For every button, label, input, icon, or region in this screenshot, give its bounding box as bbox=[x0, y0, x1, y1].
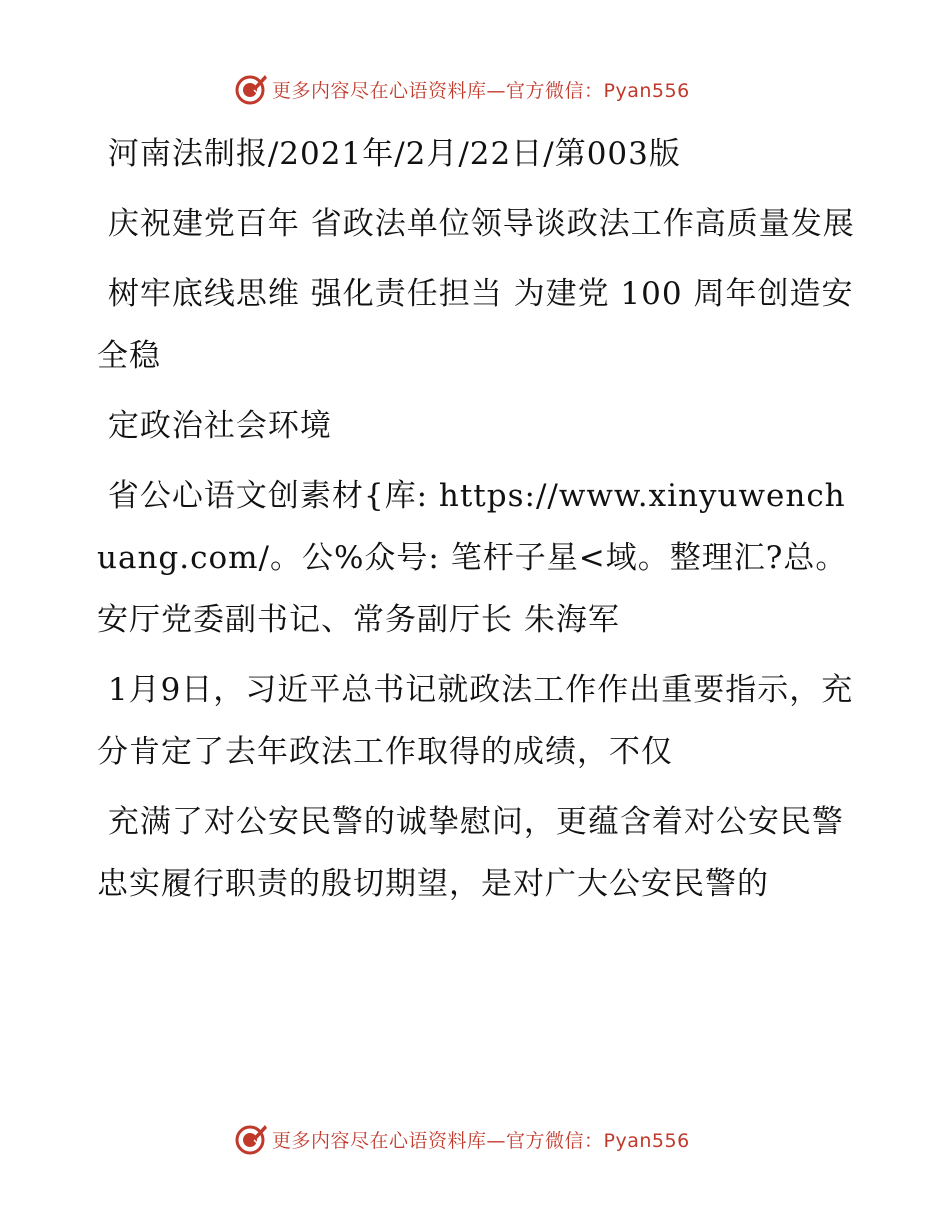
banner-text: 更多内容尽在心语资料库—官方微信：Pyan556 bbox=[272, 1129, 690, 1152]
paragraph-subtitle: 树牢底线思维 强化责任担当 为建党 100 周年创造安全稳 bbox=[97, 276, 854, 374]
paragraph-body-2: 充满了对公安民警的诚挚慰问，更蕴含着对公安民警忠实履行职责的殷切期望，是对广大公安民警的 bbox=[97, 804, 844, 902]
header-banner bbox=[234, 71, 690, 107]
paragraph-headline: 庆祝建党百年 省政法单位领导谈政法工作高质量发展 bbox=[97, 206, 855, 242]
footer-banner bbox=[234, 1121, 690, 1157]
banner-text: 更多内容尽在心语资料库—官方微信：Pyan556 bbox=[272, 79, 690, 102]
paragraph-body-1: 1月9日，习近平总书记就政法工作作出重要指示，充分肯定了去年政法工作取得的成绩，不仅 bbox=[97, 672, 854, 770]
brand-logo-icon bbox=[234, 72, 268, 106]
brand-logo-icon bbox=[234, 1122, 268, 1156]
paragraph-author: 省公心语文创素材{库: https://www.xinyuwenchuang.com/。公%众号: 笔杆子星<域。整理汇?总。安厅党委副书记、常务副厅长 朱海军 bbox=[97, 478, 848, 638]
paragraph-subtitle-cont: 定政治社会环境 bbox=[97, 408, 332, 444]
document-body bbox=[97, 123, 857, 915]
paragraph-source: 河南法制报/2021年/2月/22日/第003版 bbox=[97, 136, 681, 172]
